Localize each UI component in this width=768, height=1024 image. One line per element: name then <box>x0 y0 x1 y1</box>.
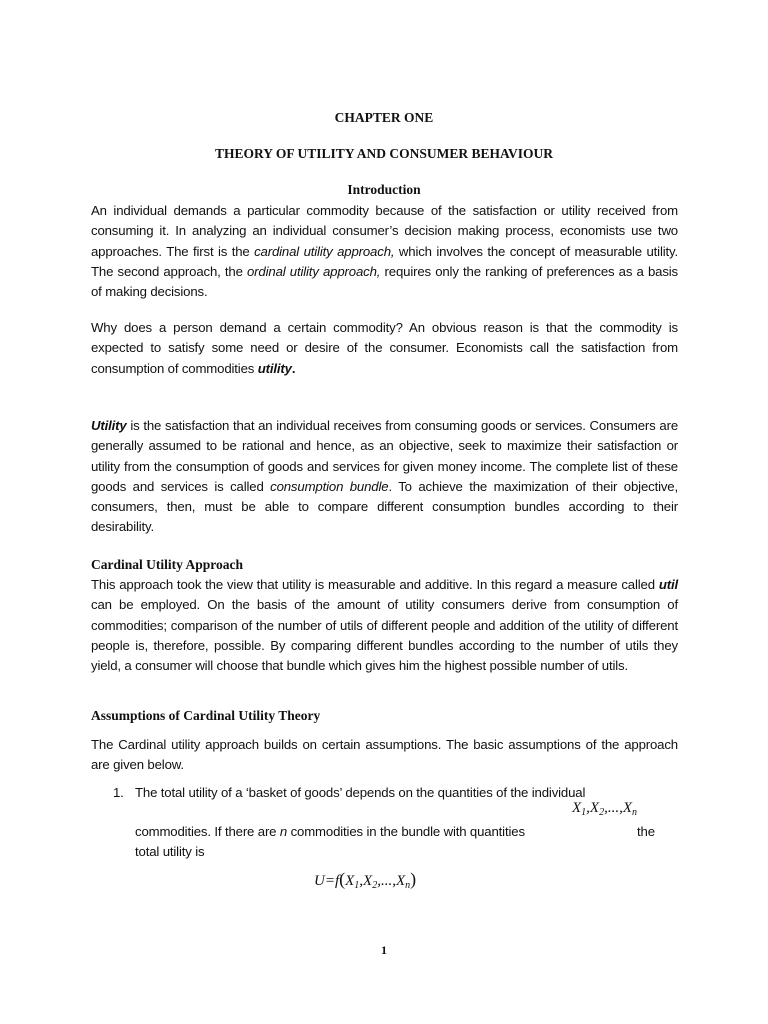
item-1-line-3: total utility is <box>135 844 205 859</box>
assumptions-heading: Assumptions of Cardinal Utility Theory <box>91 708 321 723</box>
utility-definition-paragraph: Utility is the satisfaction that an individual receives from consuming goods or services. Consumers are generally assumed to be rational and hence, as an objective, seek to maximize their satisfaction or utility from the consumption of goods and services for given money income. The complete list of these goods and services is called consumption bundle. To achieve the maximization of their objective, consumers, then, must be able to compare different consumption bundles according to their desirability. <box>91 418 679 535</box>
list-number: 1. <box>113 785 124 800</box>
assumptions-intro-paragraph: The Cardinal utility approach builds on certain assumptions. The basic assumptions of the approach are given below. <box>91 737 678 773</box>
introduction-paragraph-2: Why does a person demand a certain commodity? An obvious reason is that the commodity is expected to satisfy some need or desire of the consumer. Economists call the satisfaction from consumption of commodities utility. <box>91 320 678 376</box>
page-number: 1 <box>381 943 387 957</box>
introduction-heading: Introduction <box>347 182 421 197</box>
chapter-title: THEORY OF UTILITY AND CONSUMER BEHAVIOUR <box>215 146 553 161</box>
utility-function-formula: $U=f(X_1,X_2,...,X_n)$ <box>314 869 417 891</box>
cardinal-utility-paragraph: This approach took the view that utility is measurable and additive. In this regard a measure called util can be employed. On the basis of the amount of utility consumers derive from consumption of commodities; comparison of the number of utils of different people and addition of the utility of different people is, therefore, possible. By comparing different bundles according to the number of utils they yield, a consumer will choose that bundle which gives him the highest possible number of utils. <box>91 577 678 674</box>
cardinal-utility-heading: Cardinal Utility Approach <box>91 557 244 572</box>
quantities-formula: $X_1,X_2,...,X_n$ <box>572 800 638 818</box>
chapter-label: CHAPTER ONE <box>334 110 434 125</box>
item-1-line-1: The total utility of a ‘basket of goods’ depends on the quantities of the individual <box>135 785 586 800</box>
item-1-line-2-end: the <box>637 824 655 839</box>
item-1-line-2: commodities. If there are n commodities in the bundle with quantities <box>135 824 525 839</box>
introduction-paragraph-1: An individual demands a particular commodity because of the satisfaction or utility received from consuming it. In analyzing an individual consumer’s decision making process, economists use two approaches. The first is the cardinal utility approach, which involves the concept of measurable utility. The second approach, the ordinal utility approach, requires only the ranking of preferences as a basis of making decisions. <box>91 203 678 300</box>
